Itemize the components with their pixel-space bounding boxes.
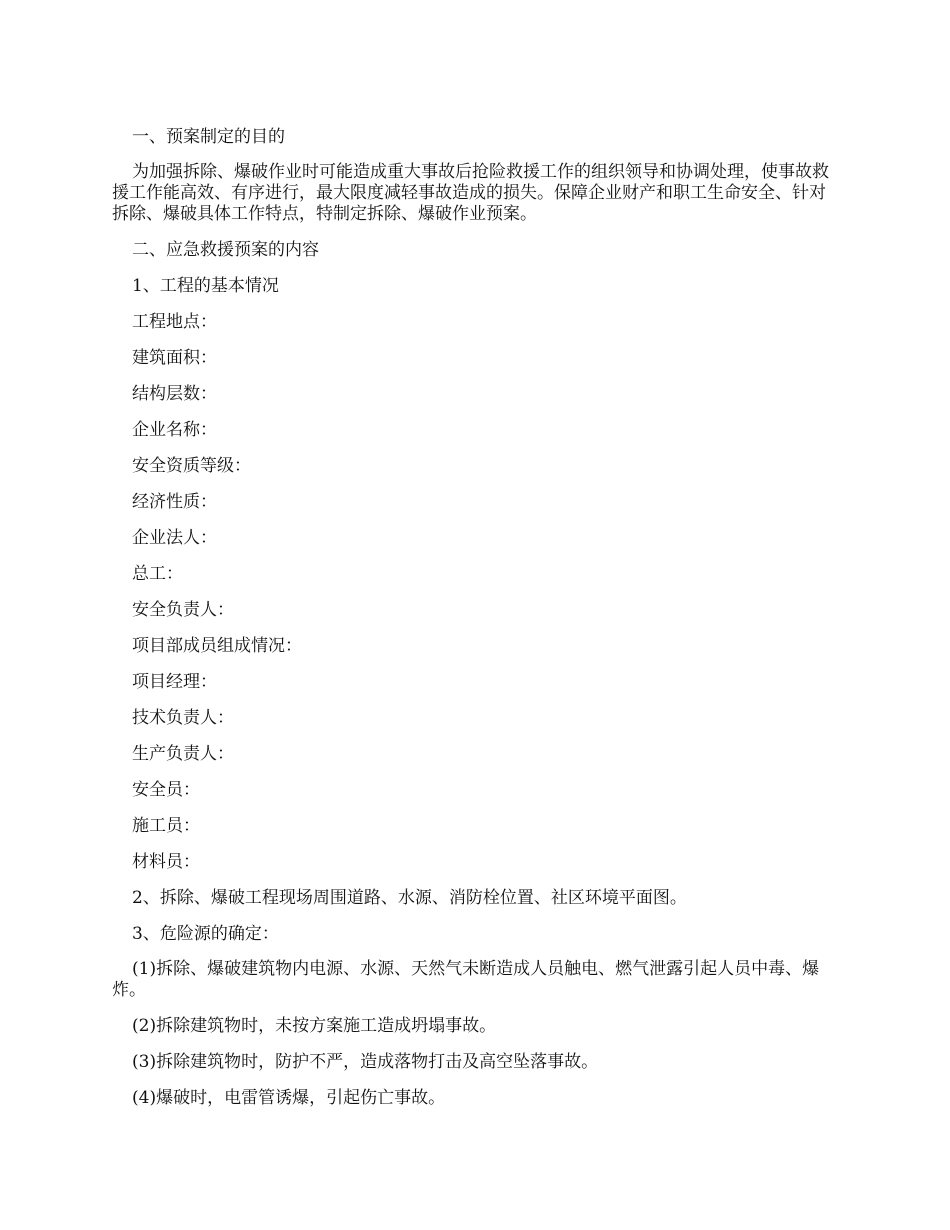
field-production-lead: 生产负责人： [132, 744, 234, 764]
section-heading-purpose: 一、预案制定的目的 [132, 127, 285, 147]
subheading-project-basics: 1、工程的基本情况 [132, 276, 279, 296]
field-chief-engineer: 总工： [132, 564, 183, 584]
field-building-area: 建筑面积： [132, 348, 217, 368]
field-company-name: 企业名称： [132, 420, 217, 440]
hazard-item-1: (1)拆除、爆破建筑物内电源、水源、天然气未断造成人员触电、燃气泄露引起人员中毒、爆炸。 [112, 959, 820, 1000]
subheading-hazard-identification: 3、危险源的确定： [132, 924, 279, 944]
field-legal-representative: 企业法人： [132, 528, 217, 548]
field-construction-worker: 施工员： [132, 816, 200, 836]
field-project-manager: 项目经理： [132, 672, 217, 692]
field-project-location: 工程地点： [132, 312, 217, 332]
field-project-team: 项目部成员组成情况： [132, 636, 302, 656]
hazard-item-2: (2)拆除建筑物时，未按方案施工造成坍塌事故。 [132, 1016, 497, 1036]
field-materials-officer: 材料员： [132, 852, 200, 872]
field-safety-officer-in-charge: 安全负责人： [132, 600, 234, 620]
field-safety-qualification: 安全资质等级： [132, 456, 251, 476]
section-heading-content: 二、应急救援预案的内容 [132, 240, 319, 260]
purpose-paragraph: 为加强拆除、爆破作业时可能造成重大事故后抢险救援工作的组织领导和协调处理，使事故救援工作能高效、有序进行，最大限度减轻事故造成的损失。保障企业财产和职工生命安全、针对拆除、爆破具体工作特点，特制定拆除、爆破作业预案。 [112, 162, 829, 224]
hazard-item-4: (4)爆破时，电雷管诱爆，引起伤亡事故。 [132, 1088, 446, 1108]
subheading-site-plan: 2、拆除、爆破工程现场周围道路、水源、消防栓位置、社区环境平面图。 [132, 888, 687, 908]
field-structure-floors: 结构层数： [132, 384, 217, 404]
field-safety-officer: 安全员： [132, 780, 200, 800]
hazard-item-3: (3)拆除建筑物时，防护不严，造成落物打击及高空坠落事故。 [132, 1052, 599, 1072]
field-technical-lead: 技术负责人： [132, 708, 234, 728]
field-economic-nature: 经济性质： [132, 492, 217, 512]
document-body [112, 126, 838, 1123]
